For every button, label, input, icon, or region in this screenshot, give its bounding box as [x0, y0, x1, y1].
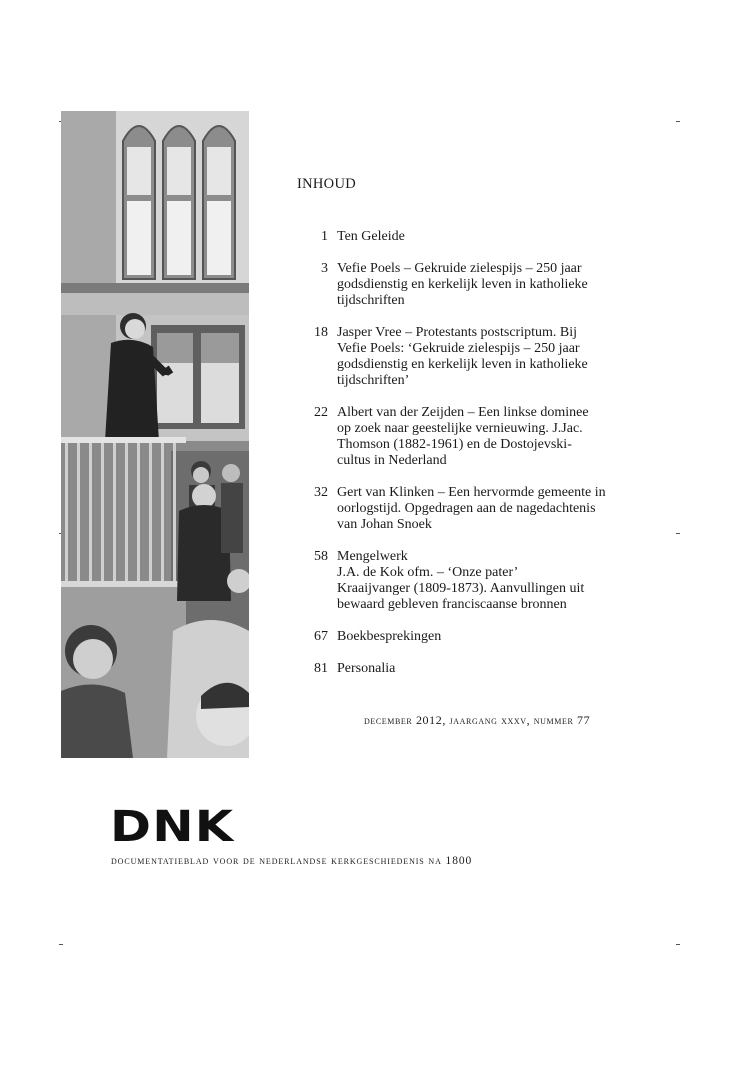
toc-line: J.A. de Kok ofm. – ‘Onze pater’: [337, 565, 519, 580]
toc-line: Gert van Klinken – Een hervormde gemeente in: [337, 485, 606, 500]
journal-subtitle: documentatieblad voor de nederlandse kerkgeschiedenis na 1800: [111, 855, 473, 867]
toc-page-number: 81: [314, 661, 328, 676]
toc-entry: [300, 229, 630, 245]
toc-line: Mengelwerk: [337, 549, 408, 564]
toc-line: Vefie Poels: ‘Gekruide zielespijs – 250 jaar: [337, 341, 580, 356]
toc-entry: [300, 629, 630, 645]
toc-line: Thomson (1882-1961) en de Dostojevski-: [337, 437, 572, 452]
toc-line: op zoek naar geestelijke vernieuwing. J.Jac.: [337, 421, 583, 436]
toc-title: [337, 661, 622, 677]
toc-line: Vefie Poels – Gekruide zielespijs – 250 jaar: [337, 261, 582, 276]
toc-line: godsdienstig en kerkelijk leven in katholieke: [337, 357, 588, 372]
crop-mark: [676, 944, 680, 945]
toc-title: [337, 325, 622, 389]
table-of-contents: [300, 229, 630, 693]
toc-line: oorlogstijd. Opgedragen aan de nagedachtenis: [337, 501, 596, 516]
toc-line: godsdienstig en kerkelijk leven in katholieke: [337, 277, 588, 292]
toc-title: [337, 261, 622, 309]
toc-page-number: 67: [314, 629, 328, 644]
toc-line: tijdschriften: [337, 293, 405, 308]
toc-entry: [300, 661, 630, 677]
toc-title: [337, 229, 622, 245]
contents-heading: INHOUD: [297, 176, 356, 192]
dnk-logo: DNK: [110, 802, 235, 852]
toc-page-number: 1: [321, 229, 328, 244]
issue-info: december 2012, jaargang xxxv, nummer 77: [364, 713, 591, 727]
crop-mark: [676, 533, 680, 534]
crop-mark: [676, 121, 680, 122]
toc-page-number: 18: [314, 325, 328, 340]
photo-illustration: [61, 111, 249, 758]
toc-line: tijdschriften’: [337, 373, 410, 388]
toc-line: cultus in Nederland: [337, 453, 447, 468]
toc-line: Jasper Vree – Protestants postscriptum. Bij: [337, 325, 577, 340]
toc-title: [337, 405, 622, 469]
toc-line: van Johan Snoek: [337, 517, 432, 532]
toc-entry: [300, 549, 630, 613]
toc-line: Boekbesprekingen: [337, 629, 442, 644]
toc-page-number: 32: [314, 485, 328, 500]
toc-entry: [300, 261, 630, 309]
crop-mark: [59, 944, 63, 945]
toc-page-number: 58: [314, 549, 328, 564]
toc-entry: [300, 405, 630, 469]
toc-title: [337, 485, 622, 533]
toc-entry: [300, 485, 630, 533]
toc-line: bewaard gebleven franciscaanse bronnen: [337, 597, 567, 612]
toc-page-number: 3: [321, 261, 328, 276]
toc-entry: [300, 325, 630, 389]
toc-line: Ten Geleide: [337, 229, 405, 244]
toc-page-number: 22: [314, 405, 328, 420]
toc-line: Personalia: [337, 661, 396, 676]
cover-photo: [61, 111, 249, 758]
toc-title: [337, 549, 622, 613]
toc-line: Albert van der Zeijden – Een linkse dominee: [337, 405, 589, 420]
toc-line: Kraaijvanger (1809-1873). Aanvullingen uit: [337, 581, 585, 596]
toc-title: [337, 629, 622, 645]
